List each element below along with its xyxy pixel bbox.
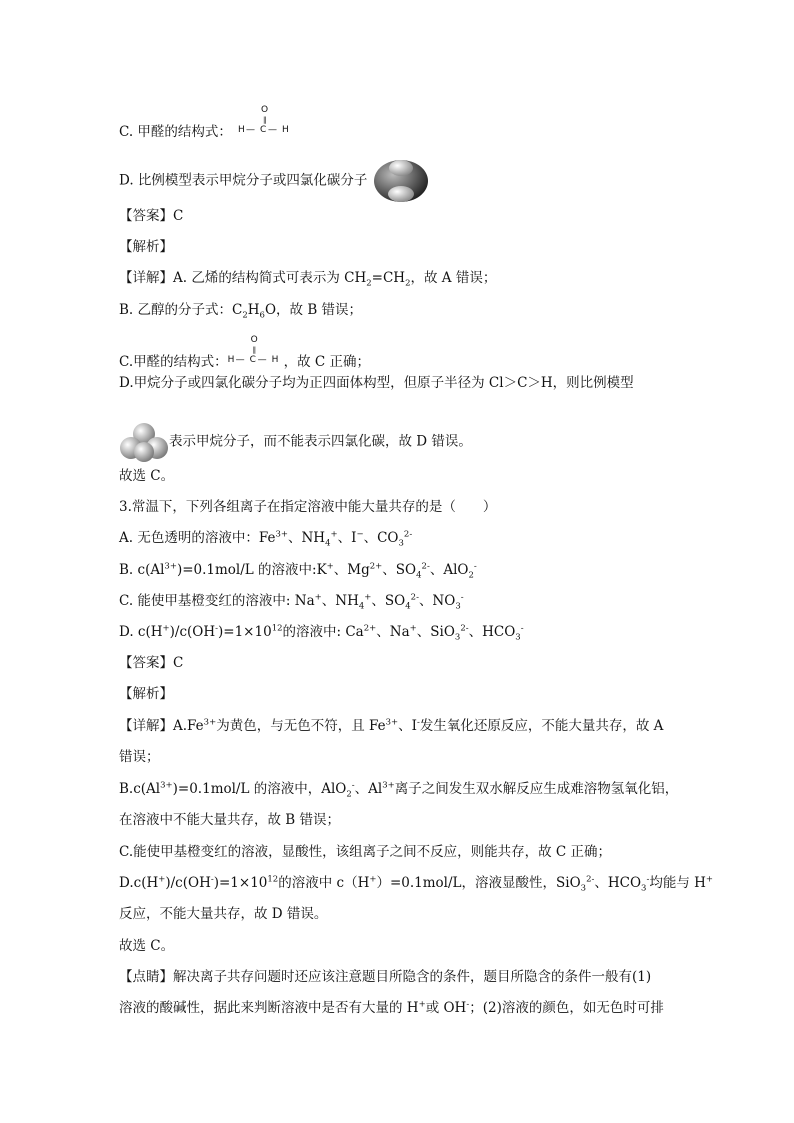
explain-a-line: 【详解】A. 乙烯的结构简式可表示为 $CH_2=CH_2$，故 A 错误； — [119, 270, 497, 289]
answer-label-1: 【答案】C — [119, 208, 184, 224]
q3-option-d: D. $c(H^+)/c(OH^-)=1\times 10^{12}$的溶液中: $Ca^{2+}$、Na+、SiO$_3^{2-}$、$HCO_3^-$ — [119, 623, 524, 643]
analysis-label-1: 【解析】 — [119, 239, 173, 255]
explain-b-line: B. 乙醇的分子式：$C_2H_6O$，故 B 错误； — [119, 302, 363, 321]
methane-space-filling-model-icon — [372, 158, 430, 204]
explain-d-line-2: 表示甲烷分子，而不能表示四氯化碳，故 D 错误。 — [119, 420, 472, 464]
explain-c-line: C.甲醛的结构式： O ‖ H — C — H ，故 C 正确； — [119, 335, 371, 370]
choose-line-1: 故选 C。 — [119, 468, 175, 484]
choose-line-2: 故选 C。 — [119, 938, 175, 954]
tips-line: 【点睛】解决离子共存问题时还应该注意题目所隐含的条件，题目所隐含的条件一般有(1) — [119, 969, 652, 985]
explain3-d-line: $D.c(H^+)/c(OH^-)=1\times 10^{12}$的溶液中 c（H+）=0.1mol/L，溶液显酸性，SiO$_3^{2-}$、$HCO_3^-$均能与 H+ — [119, 874, 714, 894]
explain3-b-line-2: 在溶液中不能大量共存，故 B 错误； — [119, 812, 341, 828]
explain3-d-line-2: 反应，不能大量共存，故 D 错误。 — [119, 906, 328, 922]
explain3-b-line: $B.c(Al^{3+})=0.1mol/L$ 的溶液中，AlO$_2$-、$Al^{3+}$离子之间发生双水解反应生成难溶物氢氧化铝， — [119, 780, 679, 800]
explain3-a-line: 【详解】$A.Fe^{3+}$为黄色，与无色不符，且 $Fe^{3+}$、I-发生氧化还原反应，不能大量共存，故 A — [119, 717, 664, 734]
option-c-line: C. 甲醛的结构式： O ‖ H — C — H — [119, 108, 294, 142]
analysis-label-2: 【解析】 — [119, 686, 173, 702]
explain-d-line: D.甲烷分子或四氯化碳分子均为正四面体构型，但原子半径为 Cl＞C＞H，则比例模型 — [119, 375, 634, 391]
q3-option-a: A. 无色透明的溶液中：$Fe^{3+}$、$NH_4^+$、I−、$CO_3^{2-}$ — [119, 529, 413, 549]
q3-option-b: B. $c(Al^{3+})=0.1mol/L$ 的溶液中:K+、$Mg^{2+}$、$SO_4^{2-}$、AlO$_2$- — [119, 561, 477, 581]
q3-option-c: C. 能使甲基橙变红的溶液中: Na+、$NH_4^+$、$SO_4^{2-}$、$NO_3^-$ — [119, 592, 464, 612]
answer-label-2: 【答案】C — [119, 655, 184, 671]
tips-line-2: 溶液的酸碱性，据此来判断溶液中是否有大量的 H+或 OH-；(2)溶液的颜色，如无色时可排 — [119, 999, 664, 1016]
formaldehyde-structure: O ‖ H — C — H — [237, 105, 289, 135]
explain3-c-line: C.能使甲基橙变红的溶液，显酸性，该组离子之间不反应，则能共存，故 C 正确； — [119, 844, 612, 860]
option-d-line: D. 比例模型表示甲烷分子或四氯化碳分子 — [119, 158, 430, 204]
formaldehyde-structure-2: O ‖ H — C — H — [227, 335, 279, 365]
explain3-a-line-2: 错误； — [119, 749, 160, 765]
question-3-line: 3.常温下，下列各组离子在指定溶液中能大量共存的是（ ） — [119, 499, 497, 515]
methane-model-icon — [119, 420, 169, 464]
